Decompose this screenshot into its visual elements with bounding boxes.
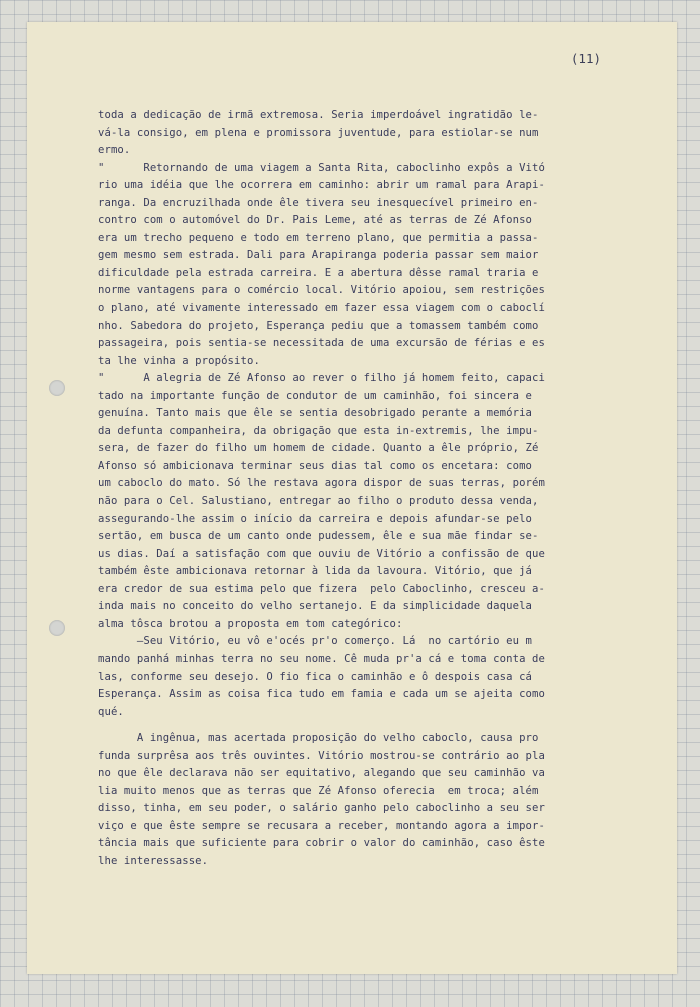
text-line: norme vantagens para o comércio local. Vitório apoiou, sem restrições <box>98 284 545 297</box>
text-line: sera, de fazer do filho um homem de cidade. Quanto a êle próprio, Zé <box>98 442 539 455</box>
text-line: tância mais que suficiente para cobrir o valor do caminhão, caso êste <box>98 837 545 850</box>
text-line: assegurando-lhe assim o início da carreira e depois afundar-se pelo <box>98 512 533 525</box>
text-line: passageira, pois sentia-se necessitada de uma excursão de férias e es <box>98 337 545 350</box>
text-line: us dias. Daí a satisfação com que ouviu de Vitório a confissão de que <box>98 547 545 560</box>
punch-hole-bottom <box>49 620 65 636</box>
text-line: também êste ambicionava retornar à lida da lavoura. Vitório, que já <box>98 565 533 578</box>
text-line: ranga. Da encruzilhada onde êle tivera seu inesquecível primeiro en- <box>98 196 539 209</box>
text-line: lhe interessasse. <box>98 854 209 867</box>
text-line: lia muito menos que as terras que Zé Afonso oferecia em troca; além <box>98 784 539 797</box>
text-line: gem mesmo sem estrada. Dali para Arapiranga poderia passar sem maior <box>98 249 539 262</box>
text-line: alma tôsca brotou a proposta em tom categórico: <box>98 617 403 630</box>
text-line: mando panhá minhas terra no seu nome. Cê muda pr'a cá e toma conta de <box>98 652 545 665</box>
text-line: genuína. Tanto mais que êle se sentia desobrigado perante a memória <box>98 407 533 420</box>
text-line: um caboclo do mato. Só lhe restava agora dispor de suas terras, porém <box>98 477 545 490</box>
text-line: funda surprêsa aos três ouvintes. Vitório mostrou-se contrário ao pla <box>98 749 545 762</box>
text-line: Esperança. Assim as coisa fica tudo em famia e cada um se ajeita como <box>98 688 545 701</box>
page-body-text <box>98 107 638 871</box>
text-line: A ingênua, mas acertada proposição do velho caboclo, causa pro <box>98 732 539 745</box>
text-line: ta lhe vinha a propósito. <box>98 354 260 367</box>
text-line: las, conforme seu desejo. O fio fica o caminhão e ô despois casa cá <box>98 670 533 683</box>
text-line: vá-la consigo, em plena e promissora juventude, para estiolar-se num <box>98 126 539 139</box>
text-line: toda a dedicação de irmã extremosa. Seria imperdoável ingratidão le- <box>98 109 539 121</box>
text-line: era credor de sua estima pelo que fizera pelo Caboclinho, cresceu a- <box>98 582 545 595</box>
text-line: nho. Sabedora do projeto, Esperança pediu que a tomassem também como <box>98 319 539 332</box>
text-line: —Seu Vitório, eu vô e'océs pr'o comerço. Lá no cartório eu m <box>98 635 533 648</box>
paragraph-gap <box>98 721 638 730</box>
text-line: era um trecho pequeno e todo em terreno plano, que permitia a passa- <box>98 231 539 244</box>
text-line: o plano, até vivamente interessado em fazer essa viagem com o caboclí <box>98 302 545 315</box>
text-line: não para o Cel. Salustiano, entregar ao filho o produto dessa venda, <box>98 495 539 508</box>
text-line: inda mais no conceito do velho sertanejo. E da simplicidade daquela <box>98 600 533 613</box>
text-line: rio uma idéia que lhe ocorrera em caminho: abrir um ramal para Arapi- <box>98 179 545 192</box>
punch-hole-top <box>49 380 65 396</box>
text-line: da defunta companheira, da obrigação que esta in-extremis, lhe impu- <box>98 424 539 437</box>
text-line: disso, tinha, em seu poder, o salário ganho pelo caboclinho a seu ser <box>98 802 545 815</box>
text-line: tado na importante função de condutor de um caminhão, foi sincera e <box>98 389 533 402</box>
text-line: Afonso só ambicionava terminar seus dias tal como os encetara: como <box>98 459 533 472</box>
text-line: viço e que êste sempre se recusara a receber, montando agora a impor- <box>98 819 545 832</box>
text-line: sertão, em busca de um canto onde pudessem, êle e sua mãe findar se- <box>98 530 539 543</box>
text-line: dificuldade pela estrada carreira. E a abertura dêsse ramal traria e <box>98 266 539 279</box>
text-line: ermo. <box>98 144 131 157</box>
text-line: no que êle declarava não ser equitativo, alegando que seu caminhão va <box>98 767 545 780</box>
text-line: " Retornando de uma viagem a Santa Rita, caboclinho expôs a Vitó <box>98 161 545 174</box>
page-number: (11) <box>570 51 601 66</box>
text-line: contro com o automóvel do Dr. Pais Leme, até as terras de Zé Afonso <box>98 214 533 227</box>
text-line: " A alegria de Zé Afonso ao rever o filho já homem feito, capaci <box>98 372 545 385</box>
text-line: qué. <box>98 705 124 718</box>
